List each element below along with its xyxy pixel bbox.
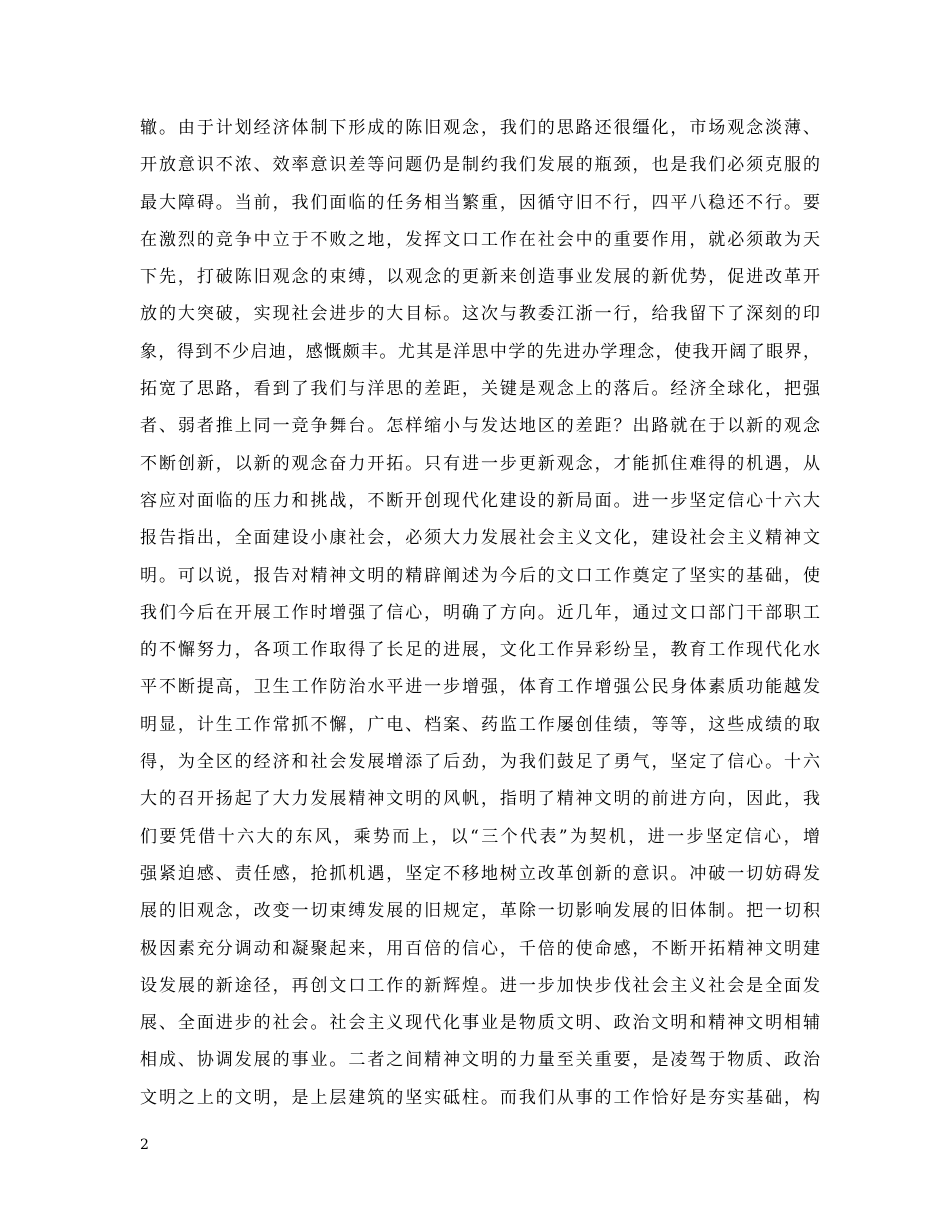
- text-line: 文明之上的文明，是上层建筑的坚实砥柱。而我们从事的工作恰好是夯实基础，构: [140, 1087, 820, 1108]
- text-line: 明显，计生工作常抓不懈，广电、档案、药监工作屡创佳绩，等等，这些成绩的取: [140, 714, 820, 735]
- text-line: 展的旧观念，改变一切束缚发展的旧规定，革除一切影响发展的旧体制。把一切积: [140, 901, 820, 922]
- text-line: 拓宽了思路，看到了我们与洋思的差距，关键是观念上的落后。经济全球化，把强: [140, 379, 820, 400]
- text-line: 开放意识不浓、效率意识差等问题仍是制约我们发展的瓶颈，也是我们必须克服的: [140, 155, 820, 176]
- text-line: 象，得到不少启迪，感慨颇丰。尤其是洋思中学的先进办学理念，使我开阔了眼界，: [140, 341, 820, 362]
- body-text: [140, 110, 820, 1117]
- text-line: 辙。由于计划经济体制下形成的陈旧观念，我们的思路还很缰化，市场观念淡薄、: [140, 118, 820, 138]
- text-line: 下先，打破陈旧观念的束缚，以观念的更新来创造事业发展的新优势，促进改革开: [140, 267, 820, 288]
- text-line: 设发展的新途径，再创文口工作的新辉煌。进一步加快步伐社会主义社会是全面发: [140, 975, 820, 996]
- text-line: 明。可以说，报告对精神文明的精辟阐述为今后的文口工作奠定了坚实的基础，使: [140, 565, 820, 586]
- text-line: 我们今后在开展工作时增强了信心，明确了方向。近几年，通过文口部门干部职工: [140, 602, 820, 623]
- text-line: 最大障碍。当前，我们面临的任务相当繁重，因循守旧不行，四平八稳还不行。要: [140, 192, 820, 213]
- page-number: 2: [140, 1137, 149, 1153]
- text-line: 者、弱者推上同一竞争舞台。怎样缩小与发达地区的差距？出路就在于以新的观念: [140, 416, 820, 437]
- text-line: 大的召开扬起了大力发展精神文明的风帆，指明了精神文明的前进方向，因此，我: [140, 789, 820, 810]
- text-line: 相成、协调发展的事业。二者之间精神文明的力量至关重要，是凌驾于物质、政治: [140, 1050, 820, 1071]
- text-line: 不断创新，以新的观念奋力开拓。只有进一步更新观念，才能抓住难得的机遇，从: [140, 453, 820, 474]
- text-line: 展、全面进步的社会。社会主义现代化事业是物质文明、政治文明和精神文明相辅: [140, 1013, 820, 1034]
- text-line: 报告指出，全面建设小康社会，必须大力发展社会主义文化，建设社会主义精神文: [140, 528, 820, 549]
- text-line: 平不断提高，卫生工作防治水平进一步增强，体育工作增强公民身体素质功能越发: [140, 677, 820, 698]
- text-line: 放的大突破，实现社会进步的大目标。这次与教委江浙一行，给我留下了深刻的印: [140, 304, 820, 325]
- text-line: 的不懈努力，各项工作取得了长足的进展，文化工作异彩纷呈，教育工作现代化水: [140, 640, 820, 661]
- text-line: 容应对面临的压力和挑战，不断开创现代化建设的新局面。进一步坚定信心十六大: [140, 490, 820, 511]
- text-line: 在激烈的竞争中立于不败之地，发挥文口工作在社会中的重要作用，就必须敢为天: [140, 229, 820, 250]
- text-line: 极因素充分调动和凝聚起来，用百倍的信心，千倍的使命感，不断开拓精神文明建: [140, 938, 820, 959]
- text-line: 得，为全区的经济和社会发展增添了后劲，为我们鼓足了勇气，坚定了信心。十六: [140, 752, 820, 773]
- text-line: 强紧迫感、责任感，抢抓机遇，坚定不移地树立改革创新的意识。冲破一切妨碍发: [140, 863, 820, 884]
- text-line: 们要凭借十六大的东风，乘势而上，以“三个代表”为契机，进一步坚定信心，增: [140, 826, 820, 847]
